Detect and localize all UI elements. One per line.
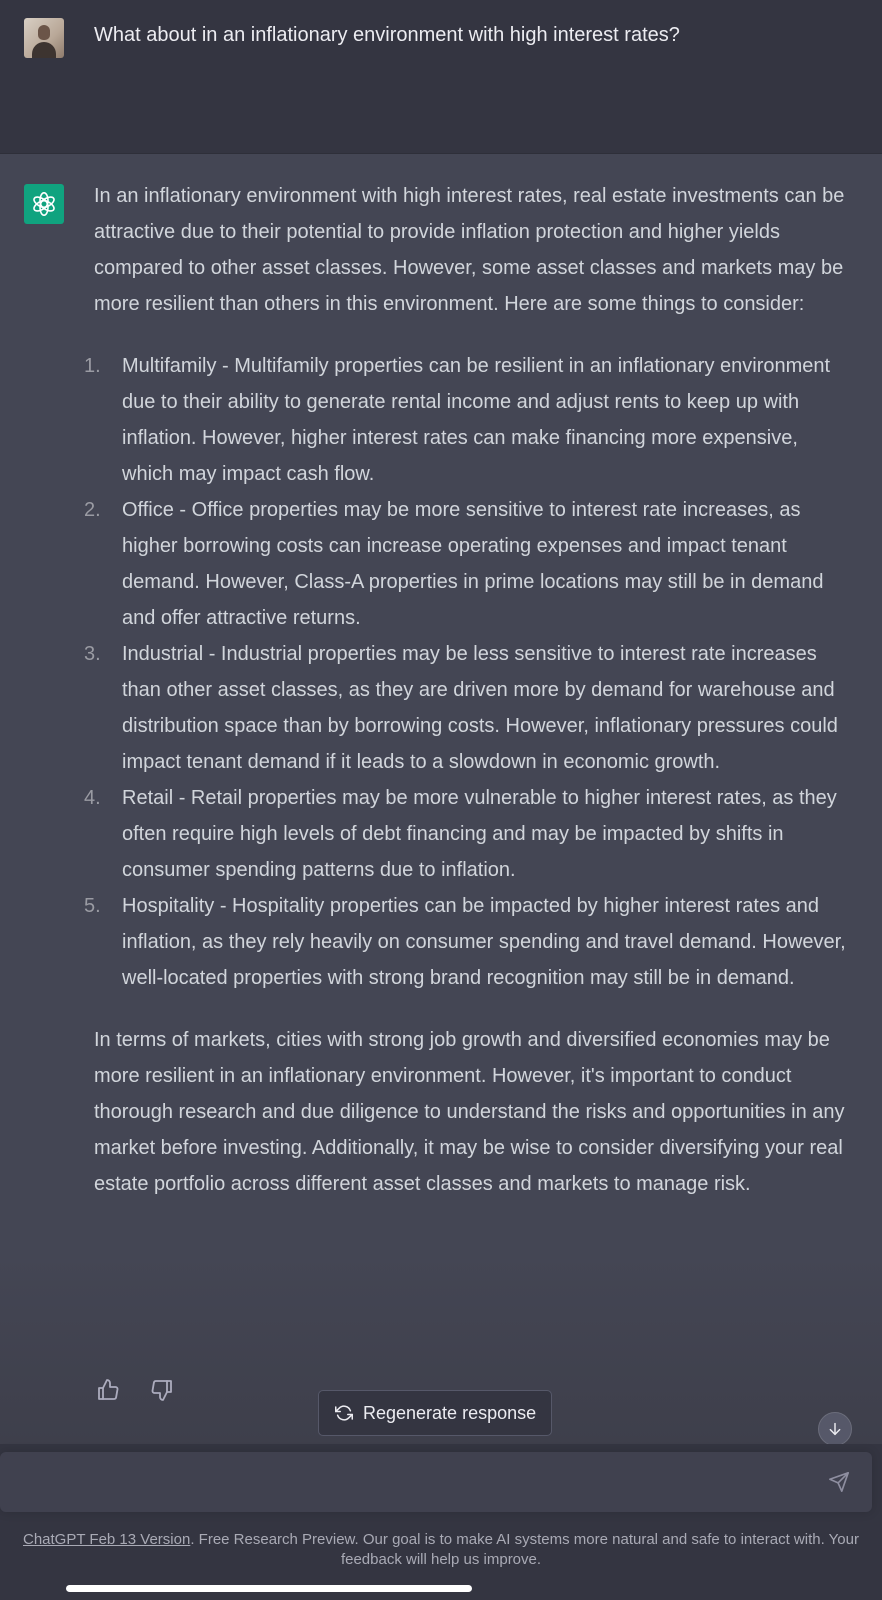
list-number: 4. — [84, 787, 101, 809]
list-number: 5. — [84, 895, 101, 917]
footer-disclaimer — [20, 1530, 862, 1570]
list-item — [84, 492, 846, 636]
list-item — [84, 636, 846, 780]
asset-class-list — [84, 348, 846, 996]
home-indicator — [66, 1585, 472, 1592]
openai-logo-icon — [24, 184, 64, 224]
list-item-text: Retail - Retail properties may be more vulnerable to higher interest rates, as they often require high levels of debt financing and may be impacted by shifts in consumer spending patterns due to inflation. — [122, 787, 837, 881]
assistant-intro-paragraph: In an inflationary environment with high interest rates, real estate investments can be attractive due to their potential to provide inflation protection and higher yields compared to other asset classes. However, some asset classes and markets may be more resilient than others in this environment. Here are some things to consider: — [94, 185, 845, 315]
list-number: 1. — [84, 355, 101, 377]
avatar-shoulders — [32, 42, 56, 58]
list-number: 3. — [84, 643, 101, 665]
list-number: 2. — [84, 499, 101, 521]
list-item — [84, 348, 846, 492]
user-avatar — [24, 18, 64, 58]
assistant-message-content — [84, 178, 846, 1202]
assistant-conclusion-paragraph: In terms of markets, cities with strong job growth and diversified economies may be more resilient in an inflationary environment. However, it's important to conduct thorough research and due diligence to understand the risks and opportunities in any market before investing. Additionally, it may be wise to consider diversifying your real estate portfolio across different asset classes and markets to manage risk. — [94, 1029, 845, 1195]
list-item — [84, 888, 846, 996]
thumbs-down-icon[interactable] — [150, 1378, 174, 1402]
version-link[interactable]: ChatGPT Feb 13 Version — [23, 1531, 191, 1548]
list-item-text: Hospitality - Hospitality properties can be impacted by higher interest rates and inflation, as they rely heavily on consumer spending and travel demand. However, well-located properties with strong brand recognition may still be in demand. — [122, 895, 846, 989]
user-message-row — [0, 0, 882, 154]
regenerate-response-button[interactable] — [318, 1390, 552, 1436]
list-item-text: Office - Office properties may be more sensitive to interest rate increases, as higher borrowing costs can increase operating expenses and impact tenant demand. However, Class-A properties in prime locations may still be in demand and offer attractive returns. — [122, 499, 824, 629]
composer-area — [0, 1444, 882, 1600]
list-item — [84, 780, 846, 888]
footer-text: . Free Research Preview. Our goal is to make AI systems more natural and safe to interact with. Your feedback will help us improve. — [190, 1531, 859, 1568]
scroll-to-bottom-button[interactable] — [818, 1412, 852, 1446]
thumbs-up-icon[interactable] — [96, 1378, 120, 1402]
user-message-text: What about in an inflationary environment with high interest rates? — [94, 24, 680, 46]
list-item-text: Industrial - Industrial properties may be less sensitive to interest rate increases than other asset classes, as they are driven more by demand for warehouse and distribution space than by borrowing costs. However, inflationary pressures could impact tenant demand if it leads to a slowdown in economic growth. — [122, 643, 838, 773]
send-icon[interactable] — [828, 1471, 852, 1495]
avatar-head — [38, 25, 50, 40]
feedback-controls — [96, 1378, 174, 1402]
list-item-text: Multifamily - Multifamily properties can be resilient in an inflationary environment due to their ability to generate rental income and adjust rents to keep up with inflation. However, higher interest rates can make financing more expensive, which may impact cash flow. — [122, 355, 831, 485]
arrow-down-icon — [827, 1421, 843, 1437]
regenerate-label: Regenerate response — [363, 1402, 537, 1423]
refresh-icon — [335, 1404, 353, 1422]
assistant-message-row — [0, 154, 882, 1444]
message-input[interactable] — [0, 1452, 872, 1512]
